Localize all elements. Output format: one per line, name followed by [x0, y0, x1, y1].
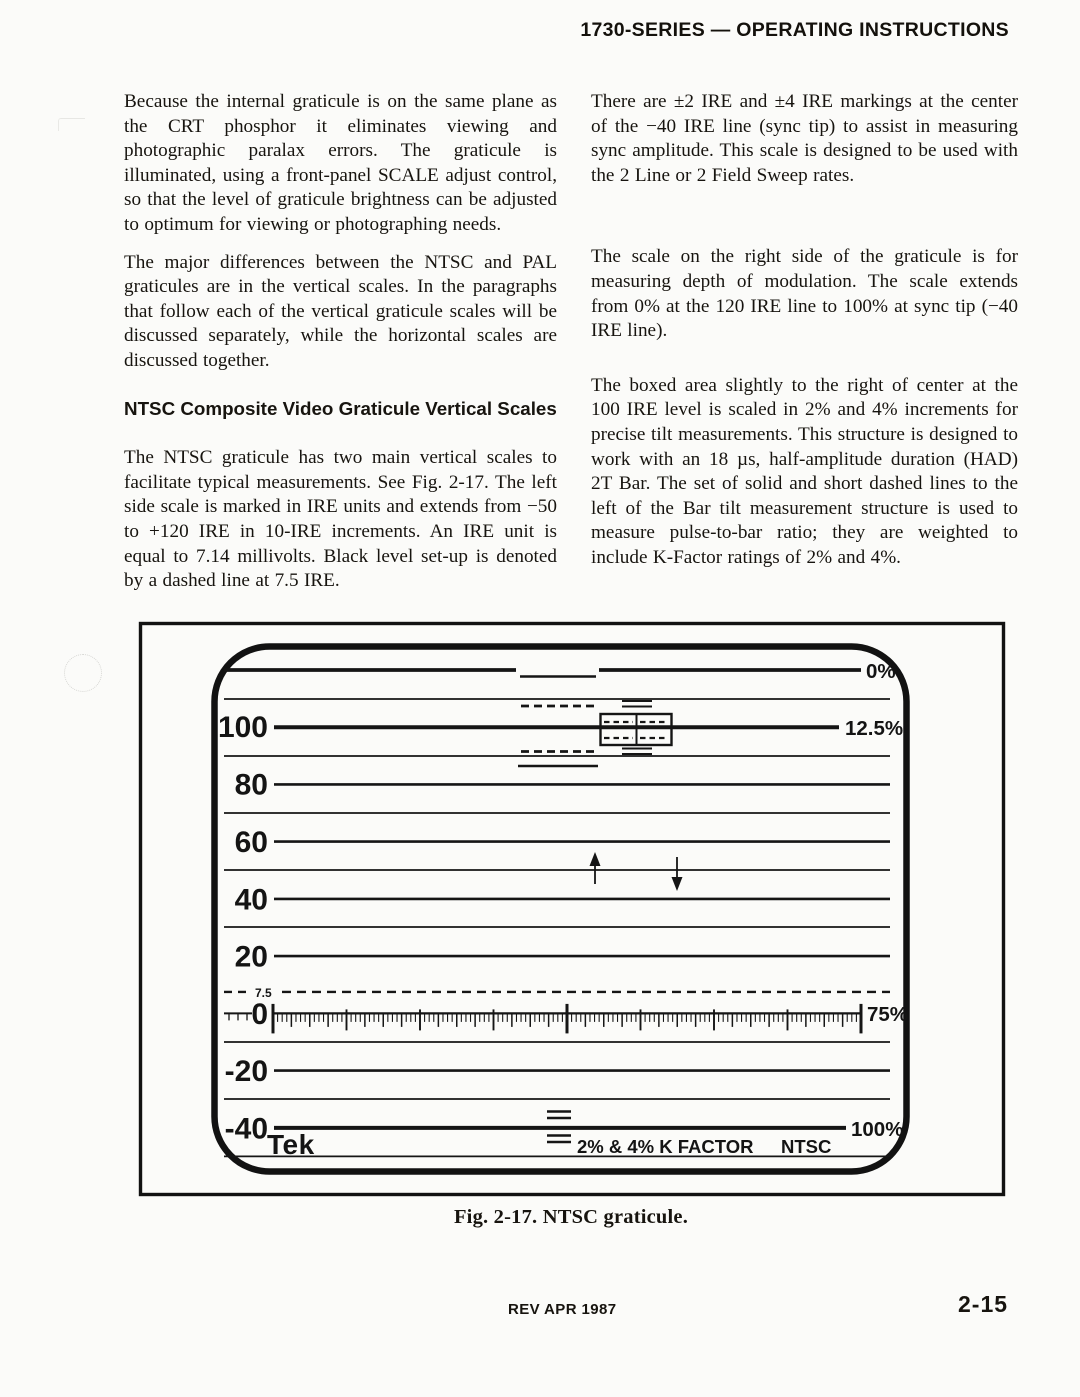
ire-label-20: 20	[234, 940, 268, 974]
kfactor-legend: 2% & 4% K FACTOR	[577, 1136, 754, 1157]
percent-label-0: 0%	[866, 660, 896, 683]
ire-label-80: 80	[234, 768, 268, 802]
paragraph-graticule-plane: Because the internal graticule is on the same plane as the CRT phosphor it eliminates viewing and photographic paralax errors. The graticule is illuminated, using a front-panel SCALE adjust control, so that the level of graticule brightness can be adjusted to optimum for viewing or photographing needs.	[124, 91, 557, 235]
right-column	[591, 90, 1018, 571]
ntsc-legend: NTSC	[781, 1136, 832, 1157]
paragraph-boxed-area: The boxed area slightly to the right of center at the 100 IRE level is scaled in 2% and 4% increments for precise tilt measurements. This structure is designed to work with an 18 µs, half-amplitude duration (HAD) 2T Bar. The set of solid and short dashed lines to the left of the Bar tilt measurement structure is used to measure pulse-to-bar ratio; they are weighted to include K-Factor ratings of 2% and 4%.	[591, 374, 1018, 568]
time-ruler-ticks	[229, 1004, 861, 1034]
page-number: 2-15	[958, 1291, 1009, 1317]
ire-label-minus40: -40	[224, 1112, 268, 1146]
scan-artifact-mark	[58, 118, 85, 131]
page-header-title: 1730-SERIES — OPERATING INSTRUCTIONS	[580, 19, 1009, 41]
percent-label-100: 100%	[851, 1118, 904, 1141]
ire-label-0: 0	[251, 998, 268, 1031]
graticule-svg	[138, 616, 1008, 1202]
scan-artifact-ring	[64, 654, 102, 692]
graticule-lines	[224, 670, 890, 1156]
tek-logo: Tek	[267, 1129, 315, 1160]
ire-label-40: 40	[234, 883, 268, 917]
down-arrow-icon	[672, 857, 683, 891]
paragraph-major-differences: The major differences between the NTSC and PAL graticules are in the vertical scales. In the paragraphs that follow each of the vertical graticule scales will be discussed separately, while the horizontal scales are discussed together.	[124, 251, 557, 371]
up-arrow-icon	[590, 852, 601, 884]
paragraph-right-scale: The scale on the right side of the graticule is for measuring depth of modulation. The scale extends from 0% at the 120 IRE line to 100% at sync tip (−40 IRE line).	[591, 246, 1018, 342]
setup-label-7-5: 7.5	[255, 986, 272, 1000]
percent-label-12-5: 12.5%	[845, 717, 904, 740]
figure-frame	[141, 624, 1004, 1195]
figure-caption: Fig. 2-17. NTSC graticule.	[453, 1206, 689, 1228]
ire-label-60: 60	[234, 826, 268, 859]
paragraph-sync-markings: There are ±2 IRE and ±4 IRE markings at the center of the −40 IRE line (sync tip) to assist in measuring sync amplitude. This scale is designed to be used with the 2 Line or 2 Field Sweep rates.	[591, 91, 1018, 186]
section-heading-ntsc-vertical-scales: NTSC Composite Video Graticule Vertical Scales	[124, 397, 557, 419]
left-column	[124, 90, 557, 594]
graticule-bezel	[215, 647, 907, 1172]
percent-label-75: 75%	[867, 1003, 909, 1026]
ire-label-100: 100	[217, 711, 268, 744]
revision-label: REV APR 1987	[508, 1301, 617, 1318]
ire-label-minus20: -20	[224, 1055, 268, 1088]
figure-ntsc-graticule	[138, 616, 1008, 1202]
paragraph-ntsc-two-scales: The NTSC graticule has two main vertical scales to facilitate typical measurements. See Fig. 2-17. The left side scale is marked in IRE units and extends from −50 to +120 IRE in 10-IRE increments. An IRE unit is equal to 7.14 millivolts. Black level set-up is denoted by a dashed line at 7.5 IRE.	[124, 447, 557, 592]
